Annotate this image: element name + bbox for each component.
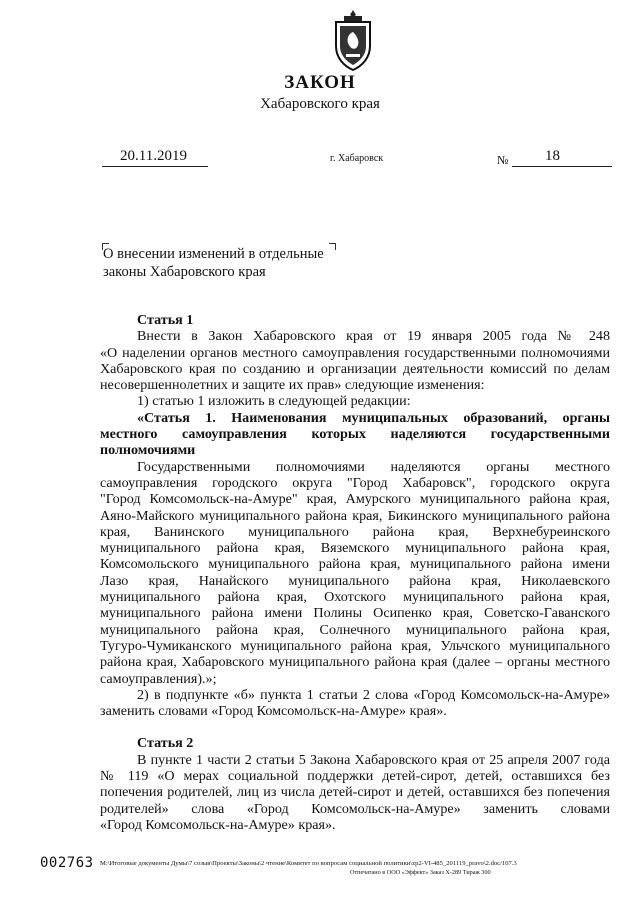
quoted-text-line: "Город Комсомольск-на-Амуре" края, Амурского муниципального района края, — [100, 491, 610, 508]
quoted-article-heading: «Статья 1. Наименования муниципальных образований, органы — [137, 409, 610, 426]
article-2-heading: Статья 2 — [137, 735, 194, 752]
document-date: 20.11.2019 — [120, 148, 187, 164]
article-2-text-line: «Город Комсомольск-на-Амуре» края». — [100, 816, 336, 833]
law-body — [100, 312, 610, 833]
quoted-text-line: района края, Хабаровского муниципального района края (далее – органы местного — [100, 654, 610, 671]
article-1-text-line: несовершеннолетних и защите их прав» следующие изменения: — [100, 377, 485, 394]
quoted-text-line: края, Ванинского муниципального района края, Верхнебуреинского — [100, 523, 610, 540]
law-subtitle: Хабаровского края — [260, 96, 380, 112]
footer-print-info: Отпечатано в ООО «Эффект» Заказ Х-289 Тираж 300 — [350, 869, 491, 876]
quoted-text-line: Комсомольского муниципального района края, муниципального района имени — [100, 556, 610, 573]
number-sign: № — [497, 153, 509, 167]
quoted-text-line: Лазо края, Нанайского муниципального района края, Николаевского — [100, 572, 610, 589]
quoted-article-heading: полномочиями — [100, 442, 196, 459]
subject-line: О внесении изменений в отдельные — [103, 246, 324, 262]
quoted-text-line: Аяно-Майского муниципального района края, Бикинского муниципального района — [100, 507, 610, 524]
article-2-text-line: № 119 «О мерах социальной поддержки детей-сирот, детей, оставшихся без — [100, 768, 610, 785]
law-title: ЗАКОН — [284, 72, 356, 93]
article-1-item-2: 2) в подпункте «б» пункта 1 статьи 2 слова «Город Комсомольск-на-Амуре» — [137, 686, 610, 703]
article-1-heading: Статья 1 — [137, 312, 194, 328]
article-2-text-line: В пункте 1 части 2 статьи 5 Закона Хабаровского края от 25 апреля 2007 года — [137, 751, 610, 768]
document-city: г. Хабаровск — [330, 153, 384, 164]
quoted-text-line: муниципального района края, Вяземского муниципального района края, — [100, 540, 610, 557]
article-2-text-line: попечения родителей, лиц из числа детей-сирот и детей, оставшихся без попечения — [100, 784, 610, 801]
article-1-item-2: заменить словами «Город Комсомольск-на-Амуре» края». — [100, 703, 447, 720]
quoted-text-line: муниципального района края, Солнечного муниципального района края, — [100, 621, 610, 638]
document-number: 18 — [545, 148, 560, 164]
quoted-text-line: муниципального района края, Охотского муниципального района края, — [100, 589, 610, 606]
quoted-text-line: Государственными полномочиями наделяются органы местного — [137, 458, 610, 475]
quoted-text-line: муниципального района имени Полины Осипенко края, Советско-Гаванского — [100, 605, 610, 622]
footer-file-path: M:\Итоговые документы Думы\7 созыв\Проекты\Законы\2 чтение\Комитет по вопросам социальной политики\zp2-VI-485_201119_pravo\2.doc/107.3 — [100, 860, 517, 867]
number-underline — [512, 166, 612, 167]
quoted-article-heading: местного самоуправления которых наделяются государственными — [100, 426, 610, 443]
article-1-item-1: 1) статью 1 изложить в следующей редакции: — [137, 393, 411, 410]
subject-line: законы Хабаровского края — [103, 264, 266, 280]
article-1-text-line: Хабаровского края по созданию и организации деятельности комиссий по делам — [100, 360, 610, 377]
quoted-text-line: самоуправления).»; — [100, 670, 217, 687]
article-1-text-line: Внести в Закон Хабаровского края от 19 января 2005 года № 248 — [137, 328, 610, 345]
quoted-text-line: Тугуро-Чумиканского муниципального района края, Ульчского муниципального — [100, 637, 610, 654]
footer-document-number: 002763 — [40, 855, 94, 871]
quoted-text-line: самоуправления городского округа "Город Хабаровск", городского округа — [100, 474, 610, 491]
coat-of-arms-icon — [330, 8, 376, 72]
date-underline — [102, 166, 208, 167]
article-1-text-line: «О наделении органов местного самоуправления государственными полномочиями — [100, 344, 610, 361]
subject-corner-right — [329, 243, 336, 250]
spacer — [100, 719, 610, 735]
article-2-text-line: родителей» слова «Город Комсомольск-на-Амуре» заменить словами — [100, 800, 610, 817]
law-subject — [103, 245, 324, 281]
